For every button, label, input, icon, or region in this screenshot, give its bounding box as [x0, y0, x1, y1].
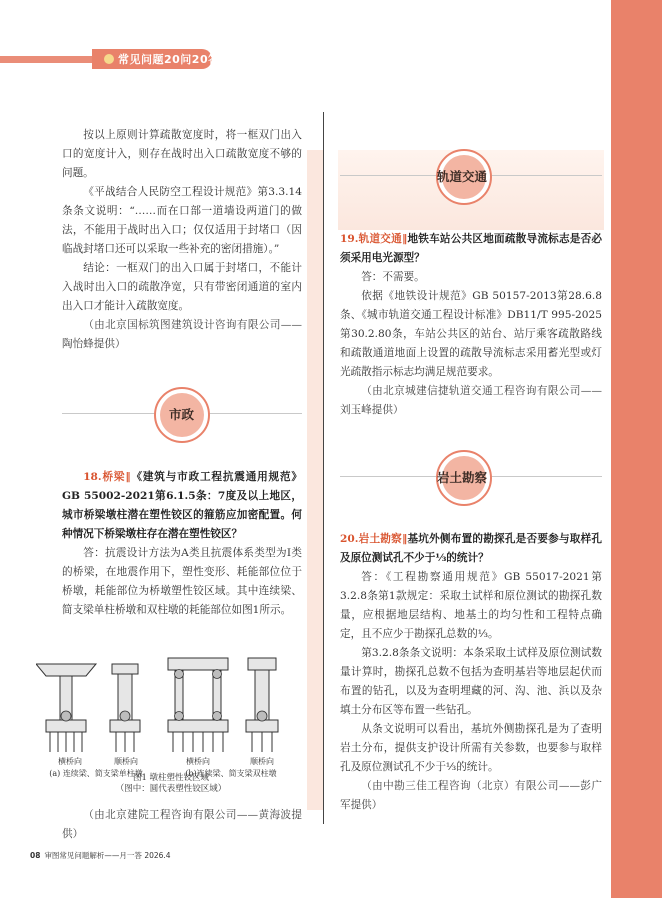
figure-subcaption: (b)连续梁、简支梁双柱墩 — [185, 769, 277, 778]
left-source-2 — [62, 806, 302, 844]
header-title: 常见问题20问20答 — [118, 53, 220, 66]
header-dot-icon — [104, 54, 114, 64]
question-number: 19. — [340, 233, 359, 245]
question-18 — [62, 468, 302, 544]
question-text: 地铁车站公共区地面疏散导流标志是否必须采用电光源型？ — [340, 233, 603, 264]
figure-label: 横桥向 — [186, 757, 210, 766]
paragraph: 结论：一框双门的出入口属于封堵口，不能计入战时出入口的疏散净宽，只有带密闭通道的室内出入口才能计入疏散宽度。 — [62, 262, 302, 312]
section-label: 岩土勘察 — [437, 470, 488, 485]
figure-subcaption: (a) 连续梁、简支梁单柱墩 — [49, 769, 143, 778]
answer-20: 答：《工程勘察通用规范》GB 55017-2021第3.2.8条第1款规定：采取土试样和原位测试的勘探孔数量，应根据地层结构、地基土的均匀性和工程特点确定，且不应少于勘探孔总数的⅓。 — [340, 571, 602, 640]
paragraph: 《平战结合人民防空工程设计规范》第3.3.14条条文说明：“……而在口部一道墙设两道门的做法，不能用于战时出入口；仅仅适用于封堵口（因临战封堵口还可以采取一些补充的密闭措施）。” — [62, 186, 302, 255]
source-credit: （由北京国标筑图建筑设计咨询有限公司——陶怡蜂提供） — [62, 319, 302, 350]
left-text-block-1 — [62, 126, 302, 354]
section-label: 市政 — [169, 407, 195, 422]
source-credit: （由中勘三佳工程咨询（北京）有限公司——彭广军提供） — [340, 780, 602, 811]
question-category: 桥梁 — [101, 471, 126, 483]
section-label: 轨道交通 — [437, 169, 488, 184]
question-category: 岩土勘察 — [358, 533, 402, 545]
figure-label: 顺桥向 — [114, 757, 138, 766]
header-bar — [0, 56, 92, 63]
page-footer — [30, 850, 171, 861]
figure-label: 横桥向 — [58, 757, 82, 766]
category-separator: ‖ — [125, 471, 131, 483]
column-divider — [323, 112, 324, 824]
question-19 — [340, 230, 602, 268]
source-credit: （由北京建院工程咨询有限公司——黄海波提供） — [62, 809, 302, 840]
question-text: 基坑外侧布置的勘探孔是否要参与取样孔及原位测试孔不少于⅓的统计？ — [340, 533, 603, 564]
footer-text: 审图常见问题解析——月一答 2026.4 — [44, 851, 171, 860]
page-number: 08 — [30, 851, 41, 860]
category-separator: ‖ — [401, 233, 408, 245]
question-text: 《建筑与市政工程抗震通用规范》GB 55002-2021第6.1.5条：7度及以上地区，城市桥梁墩柱潜在塑性铰区的箍筋应加密配置。何种情况下桥梁墩柱存在潜在塑性铰区？ — [62, 471, 303, 540]
answer-19: 答：不需要。 — [361, 271, 425, 283]
answer-18: 答：抗震设计方法为A类且抗震体系类型为Ⅰ类的桥梁，在地震作用下，塑性变形、耗能部位位于桥墩，耗能部位为桥墩塑性铰区域。其中连续梁、简支梁单柱桥墩和双柱墩的耗能部位如图1所示。 — [62, 547, 302, 616]
category-separator: ‖ — [401, 533, 408, 545]
question-number: 18. — [83, 471, 102, 483]
answer-20: 第3.2.8条条文说明：本条采取土试样及原位测试数量计算时，勘探孔总数不包括为查明基岩等地层起伏而布置的钻孔，以及为查明埋藏的河、沟、池、浜以及杂填土分布区等布置一些钻孔。 — [340, 647, 602, 716]
question-category: 轨道交通 — [358, 233, 402, 245]
left-shade — [307, 150, 323, 810]
figure-caption: 图1 墩柱塑性铰区域 — [132, 773, 210, 783]
answer-20: 从条文说明可以看出，基坑外侧勘探孔是为了查明岩土分布，提供支护设计所需有关参数，也要参与取样孔及原位测试孔不少于⅓的统计。 — [340, 723, 602, 773]
figure-label: 顺桥向 — [250, 757, 274, 766]
paragraph: 按以上原则计算疏散宽度时，将一框双门出入口的宽度计入，则存在战时出入口疏散宽度不够的问题。 — [62, 129, 302, 179]
answer-19: 依据《地铁设计规范》GB 50157-2013第28.6.8条、《城市轨道交通工程设计标准》DB11/T 995-2025第30.2.80条，车站公共区的站台、站厅乘客疏散路线和疏散通道地面上设置的疏散导流标志采用蓄光型或灯光疏散指示标志均满足规范要求。 — [340, 290, 602, 378]
source-credit: （由北京城建信捷轨道交通工程咨询有限公司——刘玉峰提供） — [340, 385, 602, 416]
question-20 — [340, 530, 602, 568]
figure-caption-note: （图中：圆代表塑性铰区域） — [115, 784, 227, 794]
left-text-block-2 — [62, 466, 302, 620]
right-text-block-1 — [340, 228, 602, 420]
right-text-block-2 — [340, 528, 602, 815]
right-edge-band — [611, 0, 662, 898]
question-number: 20. — [340, 533, 359, 545]
